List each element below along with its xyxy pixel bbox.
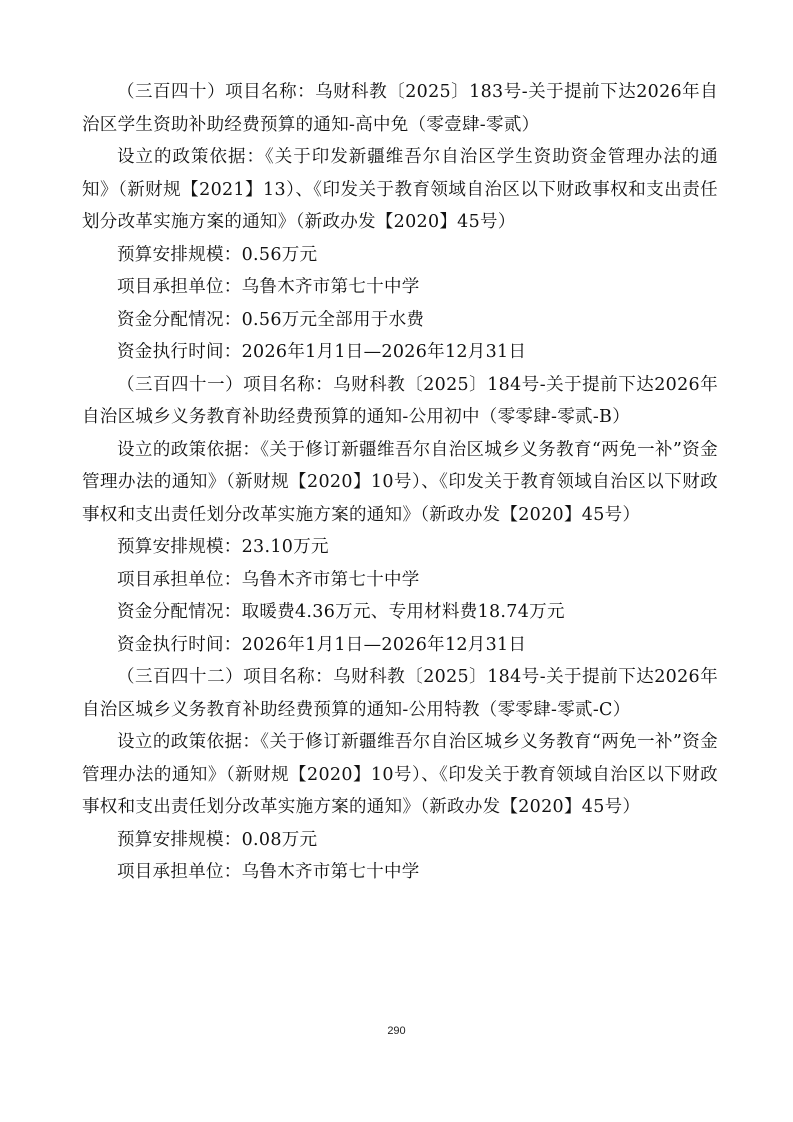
project-341-execution-time: 资金执行时间：2026年1月1日—2026年12月31日: [117, 634, 527, 655]
project-340-budget-scale: 预算安排规模：0.56万元: [117, 244, 318, 265]
project-342-policy-basis: 设立的政策依据：《关于修订新疆维吾尔自治区城乡义务教育“两免一补”资金管理办法的通知》（新财规【2020】10号）、《印发关于教育领域自治区以下财政事权和支出责任划分改革实施方案的通知》（新政办发【2020】45号）: [82, 732, 718, 817]
project-341-fund-allocation: 资金分配情况：取暖费4.36万元、专用材料费18.74万元: [117, 602, 565, 622]
project-342-responsible-unit: 项目承担单位：乌鲁木齐市第七十中学: [117, 862, 420, 882]
document-body: [82, 76, 718, 889]
project-340-fund-allocation: 资金分配情况：0.56万元全部用于水费: [117, 309, 425, 330]
project-342-budget-scale: 预算安排规模：0.08万元: [117, 829, 318, 850]
project-341-responsible-unit: 项目承担单位：乌鲁木齐市第七十中学: [117, 569, 420, 590]
project-340-policy-basis: 设立的政策依据：《关于印发新疆维吾尔自治区学生资助资金管理办法的通知》（新财规【2021】13）、《印发关于教育领域自治区以下财政事权和支出责任划分改革实施方案的通知》（新政办发【2020】45号）: [82, 147, 718, 232]
project-340-responsible-unit: 项目承担单位：乌鲁木齐市第七十中学: [117, 277, 420, 297]
project-340-execution-time: 资金执行时间：2026年1月1日—2026年12月31日: [117, 342, 527, 362]
project-341-title: （三百四十一）项目名称：乌财科教〔2025〕184号-关于提前下达2026年自治区城乡义务教育补助经费预算的通知-公用初中（零零肆-零贰-B）: [82, 374, 718, 427]
project-342-title: （三百四十二）项目名称：乌财科教〔2025〕184号-关于提前下达2026年自治区城乡义务教育补助经费预算的通知-公用特教（零零肆-零贰-C）: [82, 667, 718, 720]
page-number: 290: [387, 1025, 406, 1037]
project-341-policy-basis: 设立的政策依据：《关于修订新疆维吾尔自治区城乡义务教育“两免一补”资金管理办法的通知》（新财规【2020】10号）、《印发关于教育领域自治区以下财政事权和支出责任划分改革实施方案的通知》（新政办发【2020】45号）: [82, 439, 718, 525]
project-340-title: （三百四十）项目名称：乌财科教〔2025〕183号-关于提前下达2026年自治区学生资助补助经费预算的通知-高中免（零壹肆-零贰）: [82, 82, 718, 135]
project-341-budget-scale: 预算安排规模：23.10万元: [117, 537, 329, 557]
